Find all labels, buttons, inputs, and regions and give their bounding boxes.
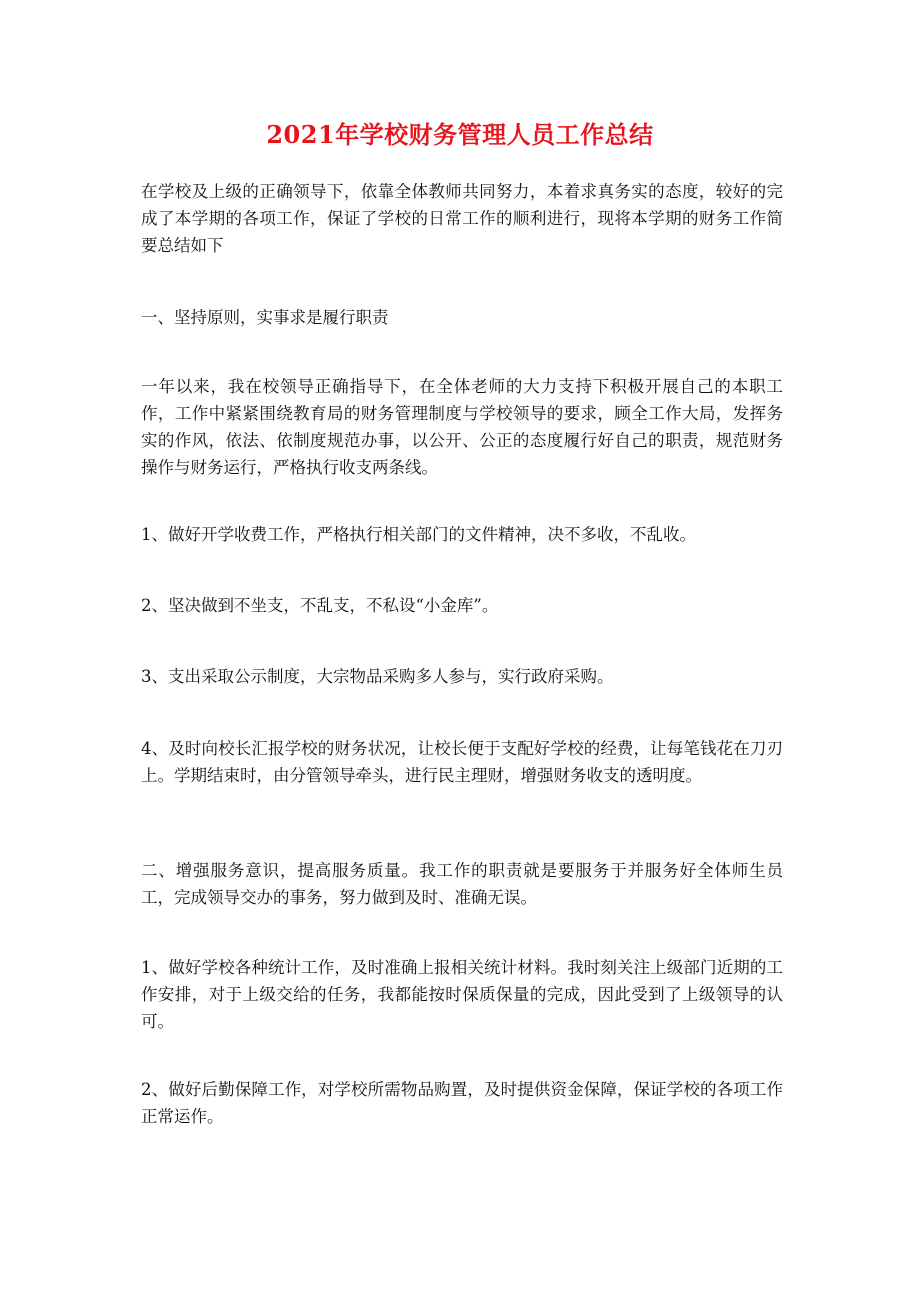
- paragraph-section-1: 一年以来，我在校领导正确指导下，在全体老师的大力支持下积极开展自己的本职工作，工作中紧紧围绕教育局的财务管理制度与学校领导的要求，顾全工作大局，发挥务实的作风，依法、依制度规范办事，以公开、公正的态度履行好自己的职责，规范财务操作与财务运行，严格执行收支两条线。: [141, 377, 783, 477]
- section-heading-2: 二、增强服务意识，提高服务质量。我工作的职责就是要服务于并服务好全体师生员工，完成领导交办的事务，努力做到及时、准确无误。: [141, 861, 783, 907]
- list-item-1-3: 3、支出采取公示制度，大宗物品采购多人参与，实行政府采购。: [141, 667, 614, 686]
- list-item-1-1: 1、做好开学收费工作，严格执行相关部门的文件精神，决不多收，不乱收。: [141, 525, 696, 544]
- document-title: 2021年学校财务管理人员工作总结: [266, 120, 654, 149]
- list-item-1-2: 2、坚决做到不坐支，不乱支，不私设“小金库”。: [141, 596, 499, 615]
- list-item-2-1: 1、做好学校各种统计工作，及时准确上报相关统计材料。我时刻关注上级部门近期的工作安排，对于上级交给的任务，我都能按时保质保量的完成，因此受到了上级领导的认可。: [141, 958, 783, 1031]
- section-heading-1: 一、坚持原则，实事求是履行职责: [141, 308, 389, 327]
- list-item-2-2: 2、做好后勤保障工作，对学校所需物品购置，及时提供资金保障，保证学校的各项工作正常运作。: [141, 1080, 783, 1126]
- paragraph-intro: 在学校及上级的正确领导下，依靠全体教师共同努力，本着求真务实的态度，较好的完成了本学期的各项工作，保证了学校的日常工作的顺利进行，现将本学期的财务工作简要总结如下: [141, 182, 783, 255]
- list-item-1-4: 4、及时向校长汇报学校的财务状况，让校长便于支配好学校的经费，让每笔钱花在刀刃上。学期结束时，由分管领导牵头，进行民主理财，增强财务收支的透明度。: [141, 739, 783, 785]
